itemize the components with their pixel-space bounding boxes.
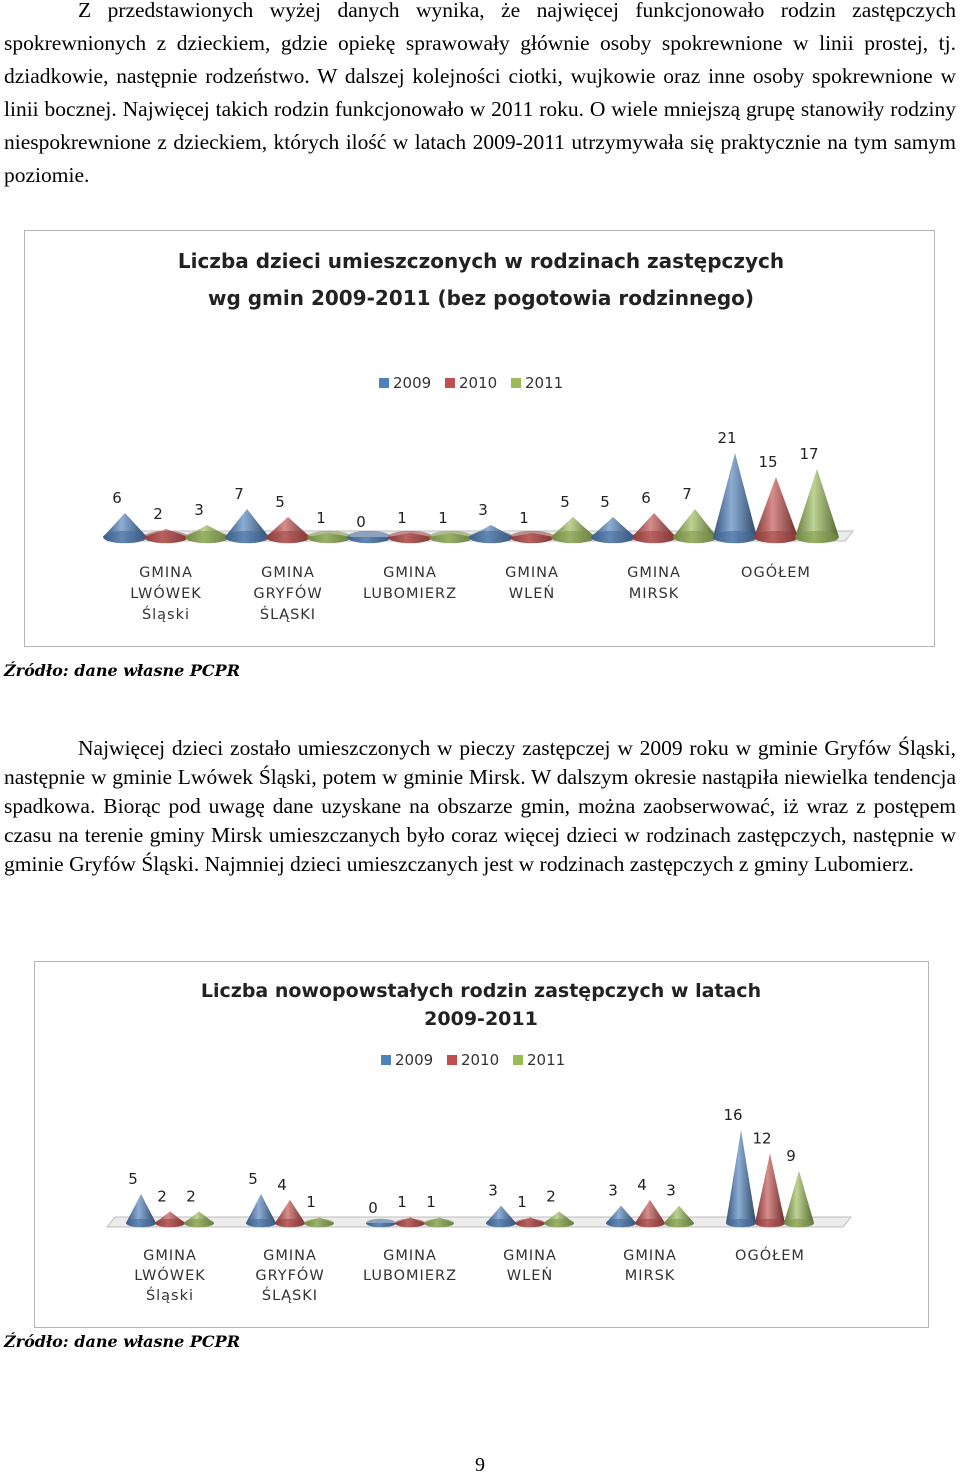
category-label: MIRSK (624, 1268, 676, 1284)
category-label: LUBOMIERZ (362, 586, 458, 602)
bar-value-label: 5 (275, 493, 285, 511)
category-label: WLEŃ (506, 1268, 554, 1284)
legend-label: 2010 (459, 374, 498, 392)
bar-cone (664, 1206, 694, 1228)
bar-value-label: 21 (717, 429, 737, 447)
paragraph-1: Z przedstawionych wyżej danych wynika, że najwięcej funkcjonowało rodzin zastępczych spokrewnionych z dzieckiem, gdzie opiekę sprawowały głównie osoby spokrewnione w linii prostej, tj. dziadkowie, następnie rodzeństwo. W dalszej kolejności ciotki, wujkowie oraz inne osoby spokrewnione w linii bocznej. Najwięcej takich rodzin funkcjonowało w 2011 roku. O wiele mniejszą grupę stanowiły rodziny niespokrewnione z dzieckiem, których ilość w latach 2009-2011 utrzymywała się praktycznie na tym samym poziomie. (4, 0, 956, 187)
bar-value-label: 4 (277, 1175, 287, 1194)
category-label: ŚLĄSKI (259, 607, 317, 623)
bar-value-label: 17 (799, 445, 819, 463)
category-label: WLEŃ (508, 586, 556, 602)
category-label: GMINA (623, 1248, 677, 1264)
bar-cone (606, 1206, 636, 1228)
bar-cone (635, 1200, 665, 1227)
bar-cone (275, 1200, 305, 1227)
bar-value-label: 7 (234, 485, 244, 503)
bar-value-label: 3 (478, 501, 488, 519)
bar-cone (591, 517, 635, 543)
bar-cone (551, 517, 595, 543)
category-label: GMINA (627, 565, 681, 581)
bar-value-label: 3 (194, 501, 204, 519)
legend-swatch (511, 378, 521, 388)
paragraph-2: Najwięcej dzieci zostało umieszczonych w pieczy zastępczej w 2009 roku w gminie Gryfów Śląski, następnie w gminie Lwówek Śląski, potem w gminie Mirsk. W dalszym okresie nastąpiła niewielka tendencja spadkowa. Biorąc pod uwagę dane uzyskane na obszarze gmin, można zaobserwować, iż wraz z postępem czasu na terenie gminy Mirsk umieszczanych było coraz więcej dzieci w rodzinach zastępczych, następnie w gminie Gryfów Śląski. Najmniej dzieci umieszczanych jest w rodzinach zastępczych z gminy Lubomierz. (4, 736, 956, 876)
bar-cone (673, 509, 717, 543)
bar-value-label: 2 (546, 1187, 556, 1206)
category-label: Śląski (145, 1288, 195, 1304)
category-label: LWÓWEK (134, 1268, 206, 1284)
bar-cone (795, 469, 839, 543)
bar-value-label: 15 (758, 453, 778, 471)
category-label: GMINA (263, 1248, 317, 1264)
bar-cone (388, 531, 432, 543)
bar-cone (429, 531, 473, 543)
chart-children-placed-svg (25, 231, 934, 646)
chart-title-line: 2009-2011 (424, 1008, 538, 1030)
legend-label: 2009 (393, 374, 432, 392)
category-label: GRYFÓW (253, 586, 323, 602)
bar-value-label: 1 (316, 509, 326, 527)
bar-value-label: 0 (356, 513, 366, 531)
bar-value-label: 3 (608, 1181, 618, 1200)
bar-value-label: 3 (488, 1181, 498, 1200)
chart-children-placed (24, 230, 935, 647)
bar-value-label: 5 (560, 493, 570, 511)
bar-cone (632, 513, 676, 543)
bar-cone (347, 531, 391, 543)
category-label: ŚLĄSKI (261, 1288, 319, 1304)
bar-cone (754, 477, 798, 543)
legend-swatch (447, 1055, 457, 1065)
category-label: LUBOMIERZ (362, 1268, 458, 1284)
category-label: GMINA (143, 1248, 197, 1264)
bar-cone (185, 525, 229, 543)
bar-cone (225, 509, 269, 543)
bar-cone (126, 1194, 156, 1227)
legend-label: 2011 (527, 1051, 566, 1069)
category-label: GMINA (503, 1248, 557, 1264)
bar-value-label: 7 (682, 485, 692, 503)
legend-swatch (445, 378, 455, 388)
bar-value-label: 12 (752, 1129, 772, 1148)
bar-value-label: 16 (723, 1106, 743, 1125)
legend-label: 2009 (395, 1051, 434, 1069)
bar-value-label: 6 (641, 489, 651, 507)
bar-value-label: 1 (519, 509, 529, 527)
bar-value-label: 5 (600, 493, 610, 511)
legend-swatch (513, 1055, 523, 1065)
legend-swatch (379, 378, 389, 388)
bar-value-label: 1 (397, 1193, 407, 1212)
category-label: GRYFÓW (255, 1268, 325, 1284)
category-label: GMINA (261, 565, 315, 581)
category-label: OGÓŁEM (735, 1248, 805, 1264)
bar-value-label: 9 (786, 1146, 796, 1165)
bar-value-label: 4 (637, 1175, 647, 1194)
category-label: OGÓŁEM (741, 565, 811, 581)
bar-value-label: 2 (186, 1187, 196, 1206)
bar-value-label: 1 (438, 509, 448, 527)
category-label: GMINA (383, 1248, 437, 1264)
source-note-2: Źródło: dane własne PCPR (4, 1332, 240, 1351)
category-label: MIRSK (628, 586, 680, 602)
bar-value-label: 5 (128, 1170, 138, 1188)
category-label: LWÓWEK (130, 586, 202, 602)
bar-cone (469, 525, 513, 543)
legend-swatch (381, 1055, 391, 1065)
bar-cone (755, 1153, 785, 1227)
bar-value-label: 0 (368, 1199, 378, 1217)
bar-value-label: 1 (517, 1193, 527, 1212)
bar-value-label: 6 (112, 489, 122, 507)
bar-cone (713, 453, 757, 543)
category-label: GMINA (383, 565, 437, 581)
chart-new-families (34, 961, 929, 1328)
bar-value-label: 1 (306, 1193, 316, 1212)
chart-title-line: Liczba nowopowstałych rodzin zastępczych w latach (200, 980, 762, 1002)
chart-title-line: wg gmin 2009-2011 (bez pogotowia rodzinnego) (207, 286, 755, 310)
bar-cone (784, 1171, 814, 1227)
bar-cone (103, 513, 147, 543)
bar-value-label: 2 (157, 1187, 167, 1206)
bar-value-label: 1 (426, 1193, 436, 1212)
bar-cone (510, 531, 554, 543)
page-number: 9 (475, 1454, 485, 1476)
bar-value-label: 1 (397, 509, 407, 527)
legend-label: 2010 (461, 1051, 500, 1069)
bar-cone (366, 1219, 396, 1227)
bar-cone (266, 517, 310, 543)
bar-value-label: 5 (248, 1170, 258, 1188)
bar-value-label: 2 (153, 505, 163, 523)
bar-cone (246, 1194, 276, 1227)
bar-cone (307, 531, 351, 543)
category-label: GMINA (505, 565, 559, 581)
category-label: Śląski (141, 607, 191, 623)
source-note-1: Źródło: dane własne PCPR (4, 661, 240, 680)
legend-label: 2011 (525, 374, 564, 392)
bar-value-label: 3 (666, 1181, 676, 1200)
chart-title-line: Liczba dzieci umieszczonych w rodzinach zastępczych (177, 249, 785, 273)
category-label: GMINA (139, 565, 193, 581)
chart-new-families-svg (35, 962, 928, 1327)
bar-cone (486, 1206, 516, 1228)
